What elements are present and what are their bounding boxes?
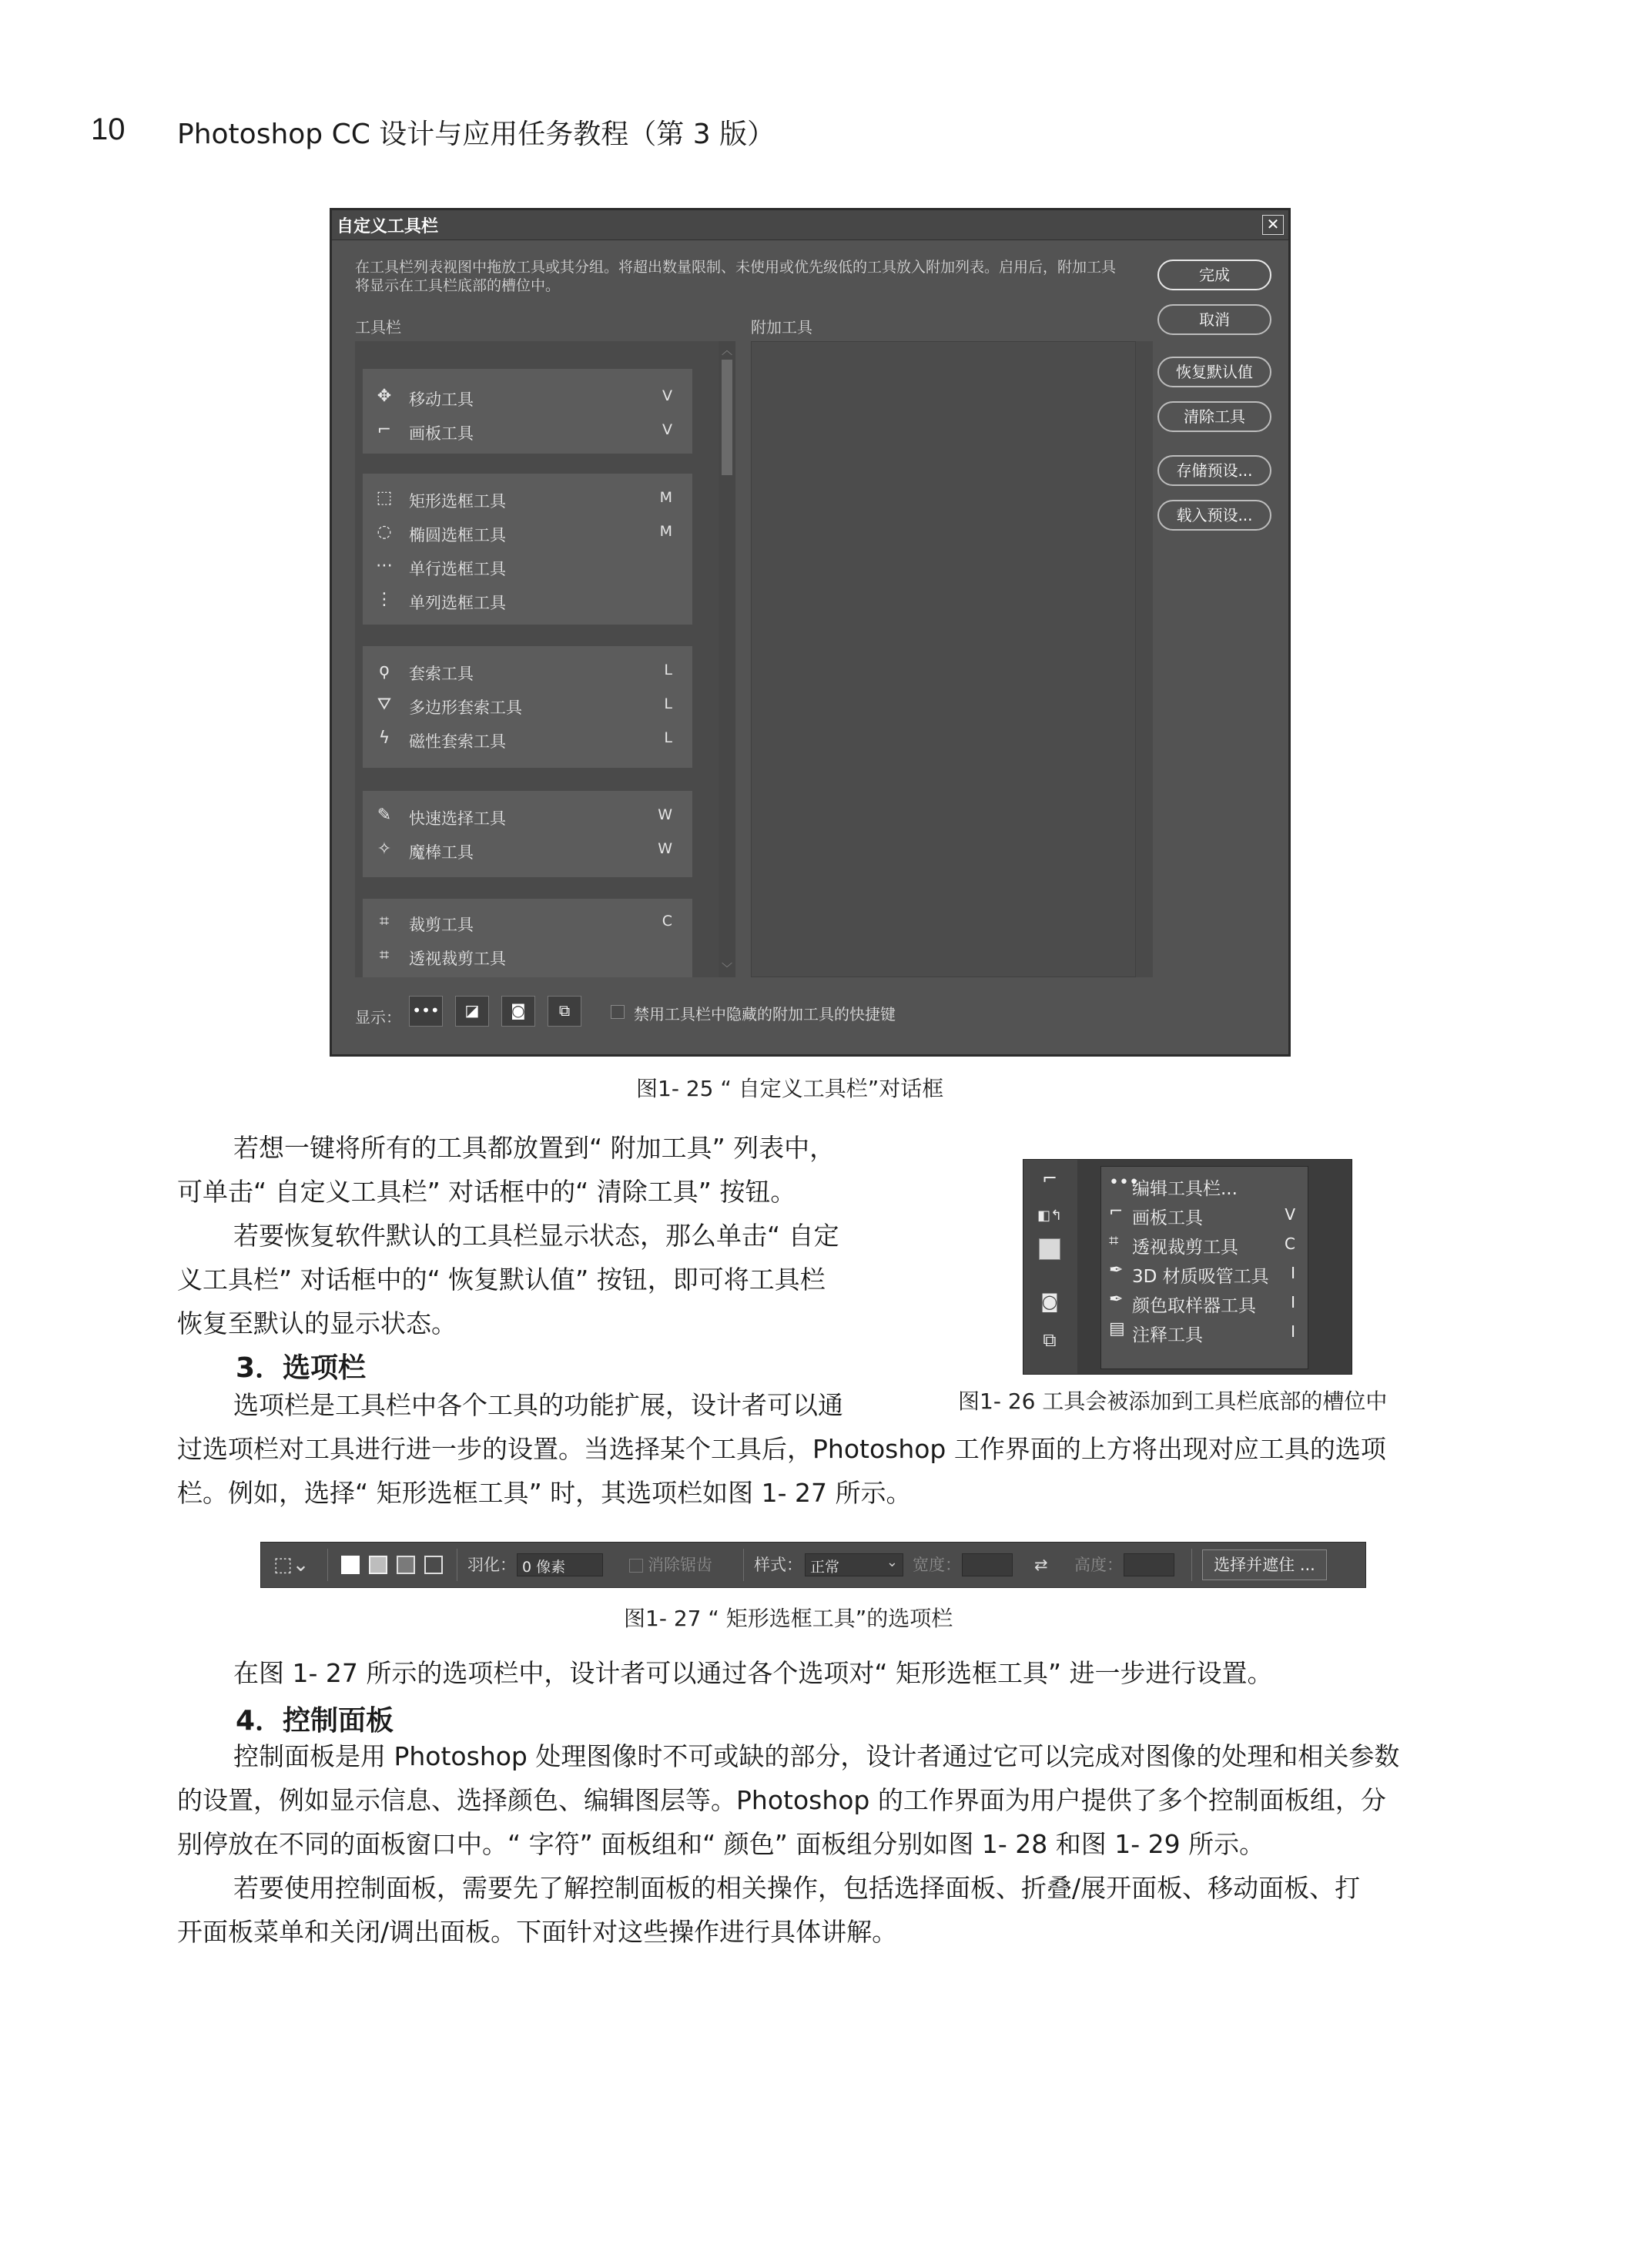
tool-name: 椭圆选框工具 <box>409 526 506 544</box>
flyout-item-label: 注释工具 <box>1132 1325 1203 1345</box>
paragraph-line: 过选项栏对工具进行进一步的设置。当选择某个工具后，Photoshop 工作界面的上方将出现对应工具的选项 <box>177 1434 1386 1464</box>
flyout-item-shortcut: V <box>1285 1205 1295 1224</box>
height-input[interactable] <box>1124 1553 1174 1576</box>
flyout-item-shortcut: I <box>1291 1322 1295 1341</box>
flyout-item-perspective-crop[interactable] <box>1101 1230 1308 1258</box>
cancel-button[interactable]: 取消 <box>1157 304 1271 335</box>
flyout-item-shortcut: C <box>1285 1235 1295 1253</box>
tool-shortcut: W <box>658 806 672 823</box>
tool-group[interactable] <box>363 474 692 625</box>
color-sampler-icon: ✒ <box>1109 1290 1124 1309</box>
customize-toolbar-dialog <box>330 208 1291 1057</box>
new-selection-icon[interactable] <box>341 1556 360 1574</box>
tool-name: 快速选择工具 <box>409 809 506 828</box>
paragraph-line: 若要恢复软件默认的工具栏显示状态，那么单击“ 自定 <box>233 1221 839 1251</box>
paragraph-line: 栏。例如，选择“ 矩形选框工具” 时，其选项栏如图 1- 27 所示。 <box>177 1478 912 1508</box>
disable-shortcuts-label: 禁用工具栏中隐藏的附加工具的快捷键 <box>634 1005 896 1023</box>
flyout-item-shortcut: I <box>1291 1293 1295 1312</box>
perspective-crop-icon: ⌗ <box>379 946 390 965</box>
paragraph-line: 的设置，例如显示信息、选择颜色、编辑图层等。Photoshop 的工作界面为用户提供了多个控制面板组，分 <box>177 1785 1386 1815</box>
tool-name: 移动工具 <box>409 390 474 409</box>
disable-shortcuts-checkbox[interactable] <box>611 1005 625 1019</box>
feather-label: 羽化： <box>467 1556 516 1574</box>
tool-name: 矩形选框工具 <box>409 492 506 511</box>
select-and-mask-button[interactable]: 选择并遮住 ... <box>1202 1549 1327 1580</box>
paragraph-line: 选项栏是工具栏中各个工具的功能扩展，设计者可以通 <box>233 1390 843 1420</box>
tool-group[interactable] <box>363 369 692 454</box>
page-number: 10 <box>91 112 126 146</box>
show-more-button[interactable]: ••• <box>409 996 443 1027</box>
divider <box>327 1549 328 1581</box>
paragraph-line: 恢复至默认的显示状态。 <box>177 1308 457 1338</box>
column-marquee-icon: ⋮ <box>376 590 393 609</box>
flyout-item-color-sampler[interactable] <box>1101 1288 1308 1316</box>
divider <box>1191 1549 1192 1581</box>
scroll-up-icon[interactable]: ︿ <box>722 345 732 357</box>
tool-shortcut: M <box>659 523 672 540</box>
tool-name: 画板工具 <box>409 424 474 443</box>
paragraph-line: 控制面板是用 Photoshop 处理图像时不可或缺的部分，设计者通过它可以完成对图像的处理和相关参数 <box>233 1741 1400 1771</box>
toolbar-list-label: 工具栏 <box>355 318 401 337</box>
note-icon: ▤ <box>1109 1319 1125 1338</box>
flyout-item-3d-eyedropper[interactable] <box>1101 1259 1308 1287</box>
flyout-item-label: 画板工具 <box>1132 1208 1203 1228</box>
flyout-item-shortcut: I <box>1291 1264 1295 1282</box>
flyout-item-label: 透视裁剪工具 <box>1132 1238 1238 1258</box>
color-swatch-icon[interactable] <box>1033 1238 1067 1265</box>
extra-tools-flyout <box>1100 1166 1308 1369</box>
tool-name: 魔棒工具 <box>409 843 474 862</box>
quick-mask-icon[interactable]: ◙ <box>1040 1291 1059 1312</box>
tool-row-rect-marquee[interactable] <box>363 484 692 512</box>
magnetic-lasso-icon: ϟ <box>378 729 390 748</box>
tool-name: 透视裁剪工具 <box>409 950 506 968</box>
add-to-selection-icon[interactable] <box>369 1556 387 1574</box>
paragraph-line: 别停放在不同的面板窗口中。“ 字符” 面板组和“ 颜色” 面板组分别如图 1- 28 和图 1- 29 所示。 <box>177 1829 1265 1859</box>
dialog-titlebar <box>332 210 1288 240</box>
antialias-checkbox[interactable] <box>629 1559 643 1573</box>
width-label: 宽度： <box>913 1556 961 1574</box>
show-screen-mode-button[interactable]: ⧉ <box>548 996 581 1027</box>
flyout-item-label: 编辑工具栏... <box>1132 1179 1238 1199</box>
save-preset-button[interactable]: 存储预设... <box>1157 455 1271 486</box>
style-select[interactable] <box>805 1553 903 1576</box>
extra-tools-scrollbar[interactable] <box>1136 341 1153 977</box>
restore-defaults-button[interactable]: 恢复默认值 <box>1157 357 1271 387</box>
toolbar-list-scrollbar[interactable] <box>719 341 735 977</box>
tool-name: 多边形套索工具 <box>409 698 522 717</box>
height-label: 高度： <box>1074 1556 1123 1574</box>
tool-row-magnetic-lasso[interactable] <box>363 725 692 752</box>
tool-shortcut: M <box>659 489 672 506</box>
scroll-thumb[interactable] <box>722 360 732 475</box>
ellipse-marquee-icon: ◌ <box>377 522 392 541</box>
tool-group[interactable] <box>363 791 692 877</box>
done-button[interactable]: 完成 <box>1157 260 1271 290</box>
paragraph-line: 义工具栏” 对话框中的“ 恢复默认值” 按钮，即可将工具栏 <box>177 1265 826 1295</box>
dialog-description: 在工具栏列表视图中拖放工具或其分组。将超出数量限制、未使用或优先级低的工具放入附加列表。启用后，附加工具将显示在工具栏底部的槽位中。 <box>355 259 1117 294</box>
tool-row-quick-select[interactable] <box>363 802 692 829</box>
paragraph-line: 在图 1- 27 所示的选项栏中，设计者可以通过各个选项对“ 矩形选框工具” 进一步进行设置。 <box>233 1658 1273 1688</box>
rect-marquee-icon[interactable]: ⬚⌄ <box>273 1553 310 1576</box>
tool-shortcut: V <box>662 421 672 438</box>
close-icon[interactable]: ✕ <box>1262 215 1284 235</box>
lasso-icon: ϙ <box>379 661 390 680</box>
tool-name: 套索工具 <box>409 665 474 683</box>
toolbar-strip <box>1023 1160 1077 1374</box>
chevron-down-icon: ⌄ <box>886 1554 898 1570</box>
paragraph-line: 若要使用控制面板，需要先了解控制面板的相关操作，包括选择面板、折叠/展开面板、移动面板、打 <box>233 1873 1361 1903</box>
crop-icon: ⌗ <box>379 912 390 931</box>
tool-shortcut: V <box>662 387 672 404</box>
paragraph-line: 若想一键将所有的工具都放置到“ 附加工具” 列表中， <box>233 1133 836 1163</box>
extra-tools-label: 附加工具 <box>751 318 812 337</box>
dialog-title: 自定义工具栏 <box>337 217 439 236</box>
feather-value: 0 像素 <box>522 1559 566 1576</box>
tool-name: 单行选框工具 <box>409 560 506 578</box>
tool-row-row-marquee[interactable] <box>363 552 692 580</box>
artboard-icon: ⌐ <box>377 420 392 440</box>
tool-row-lasso[interactable] <box>363 657 692 685</box>
toolbar-tool-list[interactable] <box>355 341 726 977</box>
tool-row-ellipse-marquee[interactable] <box>363 518 692 546</box>
magic-wand-icon: ✧ <box>377 839 392 859</box>
tool-group[interactable] <box>363 646 692 768</box>
section-heading-control-panel: 4．控制面板 <box>236 1705 394 1737</box>
default-colors-icon[interactable]: ◧↰ <box>1037 1208 1063 1224</box>
scroll-down-icon[interactable]: ﹀ <box>722 963 732 975</box>
toolbar-extra-slot-figure <box>1023 1159 1352 1375</box>
flyout-item-edit-toolbar[interactable] <box>1101 1171 1308 1199</box>
tool-group[interactable] <box>363 899 692 977</box>
marquee-options-bar <box>260 1542 1366 1588</box>
more-icon: ••• <box>1109 1173 1139 1192</box>
show-label: 显示： <box>355 1008 401 1027</box>
tool-shortcut: L <box>664 662 672 678</box>
tool-shortcut: W <box>658 840 672 857</box>
width-input[interactable] <box>962 1553 1013 1576</box>
show-mask-button[interactable]: ◙ <box>501 996 535 1027</box>
swap-icon[interactable]: ⇄ <box>1034 1556 1048 1574</box>
divider <box>743 1549 744 1581</box>
tool-row-artboard[interactable] <box>363 417 692 444</box>
figure-caption-1-26: 图1- 26 工具会被添加到工具栏底部的槽位中 <box>958 1389 1388 1414</box>
show-color-button[interactable]: ◪ <box>455 996 489 1027</box>
tool-row-polygon-lasso[interactable] <box>363 691 692 719</box>
paragraph-line: 可单击“ 自定义工具栏” 对话框中的“ 清除工具” 按钮。 <box>177 1177 796 1207</box>
flyout-item-artboard[interactable] <box>1101 1201 1308 1228</box>
screen-mode-icon[interactable]: ⧉ <box>1043 1329 1057 1351</box>
intersect-selection-icon[interactable] <box>424 1556 443 1574</box>
flyout-item-label: 颜色取样器工具 <box>1132 1296 1256 1316</box>
tool-row-perspective-crop[interactable] <box>363 942 692 970</box>
flyout-item-note[interactable] <box>1101 1318 1308 1345</box>
tool-name: 裁剪工具 <box>409 916 474 934</box>
subtract-selection-icon[interactable] <box>397 1556 415 1574</box>
tool-row-column-marquee[interactable] <box>363 586 692 614</box>
tool-row-move[interactable] <box>363 383 692 410</box>
row-marquee-icon: ⋯ <box>376 556 393 575</box>
feather-input[interactable] <box>517 1553 603 1576</box>
figure-caption-1-27: 图1- 27 “ 矩形选框工具”的选项栏 <box>624 1606 953 1631</box>
move-icon: ✥ <box>377 387 392 406</box>
tool-row-magic-wand[interactable] <box>363 836 692 863</box>
load-preset-button[interactable]: 载入预设... <box>1157 500 1271 531</box>
tool-name: 单列选框工具 <box>409 594 506 612</box>
artboard-icon[interactable]: ⌐ <box>1041 1168 1058 1189</box>
paragraph-line: 开面板菜单和关闭/调出面板。下面针对这些操作进行具体讲解。 <box>177 1917 898 1947</box>
3d-eyedropper-icon: ✒ <box>1109 1261 1124 1280</box>
figure-caption-1-25: 图1- 25 “ 自定义工具栏”对话框 <box>636 1076 944 1101</box>
running-title: Photoshop CC 设计与应用任务教程（第 3 版） <box>177 119 775 150</box>
artboard-icon: ⌐ <box>1109 1202 1124 1221</box>
clear-tools-button[interactable]: 清除工具 <box>1157 401 1271 432</box>
extra-tools-list[interactable] <box>751 341 1136 977</box>
section-heading-options-bar: 3．选项栏 <box>236 1352 367 1384</box>
tool-shortcut: L <box>664 729 672 746</box>
rect-marquee-icon: ⬚ <box>376 488 393 508</box>
style-label: 样式： <box>754 1556 802 1574</box>
tool-shortcut: L <box>664 695 672 712</box>
antialias-label: 消除锯齿 <box>648 1556 712 1574</box>
flyout-item-label: 3D 材质吸管工具 <box>1132 1267 1269 1287</box>
polygon-lasso-icon: ⛛ <box>377 695 392 714</box>
style-value: 正常 <box>810 1559 840 1576</box>
tool-shortcut: C <box>662 913 672 930</box>
tool-row-crop[interactable] <box>363 908 692 936</box>
perspective-crop-icon: ⌗ <box>1109 1231 1119 1251</box>
tool-name: 磁性套索工具 <box>409 732 506 751</box>
quick-select-icon: ✎ <box>377 806 392 825</box>
